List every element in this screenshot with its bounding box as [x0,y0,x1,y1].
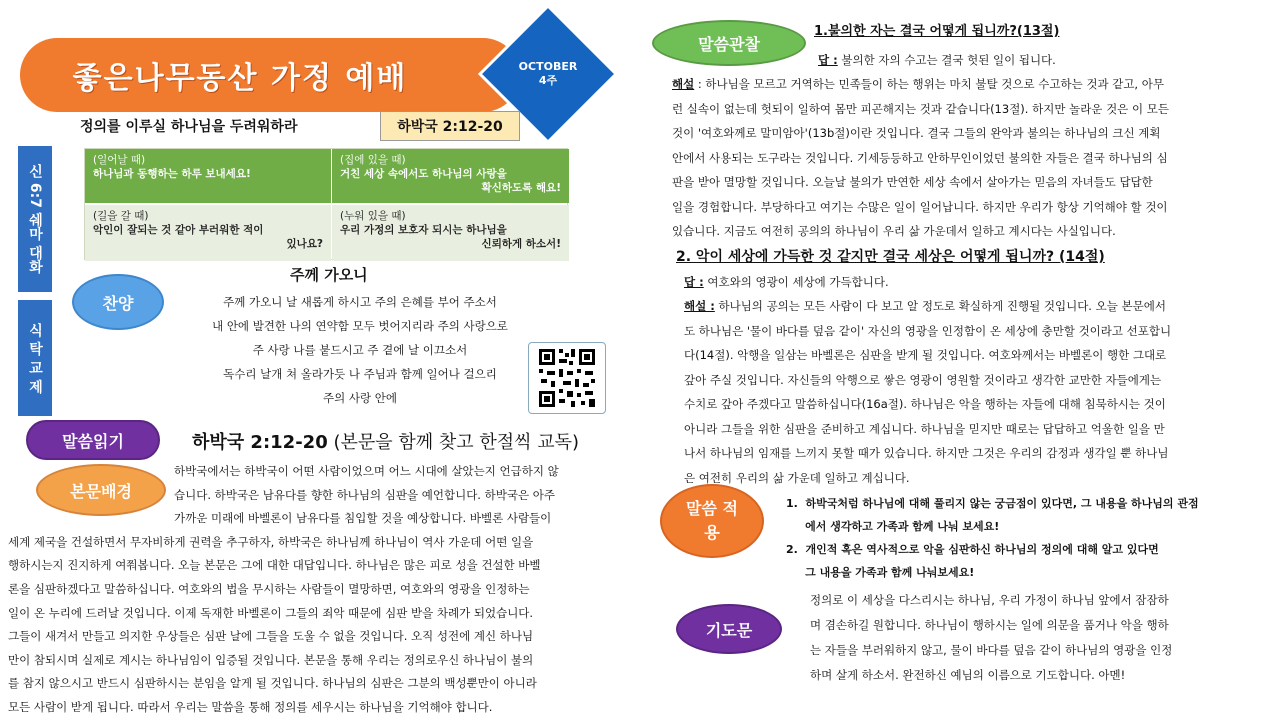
shema-cell-walk [85,205,331,261]
commentary-label: 해설 : [684,299,715,313]
text-line: 세계 제국을 건설하면서 무자비하게 권력을 추구하자, 하박국은 하나님께 하나님이 역사 가운데 어떤 일을 [8,534,534,549]
shema-cell-home [332,149,569,203]
page-subtitle: 정의를 이루실 하나님을 두려워하라 [80,119,298,135]
scripture-reference [380,111,520,141]
hymn-line: 주께 가오니 날 새롭게 하시고 주의 은혜를 부어 주소서 [223,295,497,309]
text-line: 론을 심판하겠다고 말씀하십니다. 여호와의 법을 무시하는 사람들이 멸망하면, 여호와의 영광을 인정하는 [8,581,530,596]
text-line: 다(14절). 악행을 일삼는 바벨론은 심판을 받게 될 것입니다. 여호와께서는 바벨론이 행한 그대로 [684,348,1167,362]
page-title: 좋은나무동산 가정 예배 [72,61,408,96]
hymn-lyrics [170,290,550,410]
cell-label: (누워 있을 때) [340,210,406,222]
text-line: 갚아 주실 것입니다. 자신들의 악행으로 쌓은 영광이 영원할 것이라고 생각한 교만한 자들에게는 [684,372,1162,387]
reading-reference: 하박국 2:12-20 [192,432,328,453]
observation-badge: 말씀관찰 [652,20,806,66]
text-line: 수치로 갚아 주겠다고 말씀하십니다(16a절). 하나님은 악을 행하는 자들에 대해 침묵하시는 것이 [684,397,1166,411]
cell-text: 우리 가정의 보호자 되시는 하나님을 [340,224,507,236]
commentary-2 [684,294,1270,490]
question-2: 2. 악이 세상에 가득한 것 같지만 결국 세상은 어떻게 됩니까? (14절) [676,249,1105,265]
text-line: 것이 '여호와께로 말미암아'(13b절)이란 것입니다. 결국 그들의 완악과 불의는 하나님의 크신 계획 [672,126,1161,140]
side-label-conversation: 신 6:7 쉐마 대화 [18,146,52,292]
text-line: 행하시는지 진지하게 여쭤봅니다. 오늘 본문은 그에 대한 대답입니다. 하나님은 많은 피로 성을 건설한 바벨 [8,558,541,573]
reading-instruction: (본문을 함께 찾고 한절씩 교독) [327,432,580,453]
prayer-badge: 기도문 [676,604,782,654]
hymn-line: 주 사랑 나를 붙드시고 주 곁에 날 이끄소서 [252,343,468,357]
scripture-reference-text: 하박국 2:12-20 [397,119,503,135]
text-line: 일을 경험합니다. 부당하다고 여기는 수많은 일이 일어납니다. 하지만 우리가 항상 기억해야 할 것이 [672,199,1168,214]
background-text [8,460,646,720]
application-item: 그 내용을 가족과 함께 나눠보세요! [786,566,975,579]
cell-text-cont: 확신하도록 해요! [481,182,561,194]
hymn-line: 독수리 날개 쳐 올라가듯 나 주님과 함께 일어나 걸으리 [223,367,497,381]
text-line: 판을 받아 멸망할 것입니다. 오늘날 불의가 만연한 세상 속에서 살아가는 믿음의 자녀들도 답답한 [672,175,1153,189]
hymn-line: 내 안에 발견한 나의 연약함 모두 벗어지리라 주의 사랑으로 [212,319,508,333]
month-label: OCTOBER [518,60,578,73]
title-banner [20,38,520,112]
commentary-1 [672,72,1268,244]
text-line: 런 실속이 없는데 헛되이 일하여 몸만 피곤해지는 것과 같습니다(13절). 하지만 놀라운 것은 이 모든 [672,101,1169,116]
text-line: 안에서 사용되는 도구라는 것입니다. 기세등등하고 안하무인이었던 불의한 자들은 결국 하나님의 심 [672,150,1168,165]
prayer-text [810,588,1250,688]
hymn-title: 주께 가오니 [290,266,368,284]
text-line: 며 겸손하길 원합니다. 하나님이 행하시는 일에 의문을 품거나 악을 행하 [810,618,1169,632]
question-1: 1.불의한 자는 결국 어떻게 됩니까?(13절) [814,24,1060,39]
text-line: 있습니다. 지금도 여전히 공의의 하나님이 우리 삶 가운데서 일하고 계시다는 사실입니다. [672,224,1116,238]
reading-title [192,428,579,454]
text-line: 도 하나님은 '물이 바다를 덮음 같이' 자신의 영광을 인정함이 온 세상에 충만할 것이라고 선포합니 [684,323,1172,338]
application-item: 1. 하박국처럼 하나님에 대해 풀리지 않는 궁금점이 있다면, 그 내용을 하나님의 관점 [786,497,1199,510]
text-line: 정의로 이 세상을 다스리시는 하나님, 우리 가정이 하나님 앞에서 잠잠하 [810,593,1169,607]
cell-text-cont: 신뢰하게 하소서! [481,238,561,250]
text-line: 일이 온 누리에 드러날 것입니다. 이제 독재한 바벨론이 그들의 죄악 때문에 심판 받을 차례가 되었습니다. [8,605,534,620]
text-line: 아니라 그들을 위한 심판을 준비하고 계십니다. 하나님을 믿지만 때로는 답답하고 억울한 일을 만 [684,421,1165,436]
cell-label: (집에 있을 때) [340,154,406,166]
cell-text: 거친 세상 속에서도 하나님의 사랑을 [340,168,507,180]
text-line: 하며 살게 하소서. 완전하신 예님의 이름으로 기도합니다. 아멘! [810,668,1126,682]
answer-2 [684,270,889,295]
commentary-label: 해설 [672,77,695,91]
application-list [786,492,1262,584]
hymn-line: 주의 사랑 안에 [323,391,397,405]
application-badge: 말씀 적용 [660,484,764,558]
answer-label: 답 : [684,275,704,289]
answer-1 [818,48,1056,73]
text-line: 를 참지 않으시고 반드시 심판하시는 분임을 알게 될 것입니다. 하나님의 심판은 그분의 백성뿐만이 아니라 [8,676,537,691]
text-line: 그들이 새겨서 만들고 의지한 우상들은 심판 날에 그들을 도울 수 없을 것입니다. 오직 성전에 계신 하나님 [8,629,534,644]
text-line: 나서 하나님의 임재를 느끼지 못할 때가 있습니다. 하지만 그것은 우리의 감정과 생각일 뿐 하나님 [684,446,1169,460]
text-line: 습니다. 하박국은 남유다를 향한 하나님의 심판을 예언합니다. 하박국은 아주 [174,487,555,502]
cell-label: (길을 갈 때) [93,210,149,222]
text-line: 는 자들을 부러워하지 않고, 물이 바다를 덮음 같이 하나님의 영광을 인정 [810,643,1173,657]
text-line: 은 여전히 우리의 삶 가운데 일하고 계십니다. [684,470,910,485]
text-line: : 하나님을 모르고 거역하는 민족들이 하는 행위는 마치 불탈 것으로 수고하는 것과 같고, 아무 [694,77,1164,91]
text-line: 만이 참되시며 실제로 계시는 하나님임이 입증될 것입니다. 본문을 통해 우리는 정의로우신 하나님이 불의 [8,652,534,667]
text-line: 하나님의 공의는 모든 사람이 다 보고 알 정도로 확실하게 진행될 것입니다. 오늘 본문에서 [714,299,1166,313]
reading-badge: 말씀읽기 [26,420,160,460]
application-item: 2. 개인적 혹은 역사적으로 악을 심판하신 하나님의 정의에 대해 알고 있다면 [786,543,1159,556]
text-line: 가까운 미래에 바벨론이 남유다를 침입할 것을 예상합니다. 바벨론 사람들이 [174,511,552,526]
hymn-badge: 찬양 [72,274,164,330]
text-line: 하박국에서는 하박국이 어떤 사람이었으며 어느 시대에 살았는지 언급하지 않 [174,464,559,478]
shema-grid [84,148,568,260]
cell-text-cont: 있나요? [286,238,323,250]
cell-text: 하나님과 동행하는 하루 보내세요! [93,168,251,180]
shema-cell-lie [332,205,569,261]
background-badge: 본문배경 [36,464,166,516]
answer-text: 여호와의 영광이 세상에 가득합니다. [703,275,889,289]
side-label-table: 식 탁 교 제 [18,300,52,416]
shema-cell-rise [85,149,331,203]
week-label: 4주 [538,74,558,87]
text-line: 모든 사람이 받게 됩니다. 따라서 우리는 말씀을 통해 정의를 세우시는 하나님을 기억해야 합니다. [8,699,493,714]
answer-text: 불의한 자의 수고는 결국 헛된 일이 됩니다. [837,53,1056,67]
cell-text: 악인이 잘되는 것 같아 부러워한 적이 [93,224,264,236]
application-item: 에서 생각하고 가족과 함께 나눠 보세요! [786,520,1000,533]
cell-label: (일어날 때) [93,154,146,166]
answer-label: 답 : [818,53,838,67]
qr-code-icon[interactable] [528,342,606,414]
